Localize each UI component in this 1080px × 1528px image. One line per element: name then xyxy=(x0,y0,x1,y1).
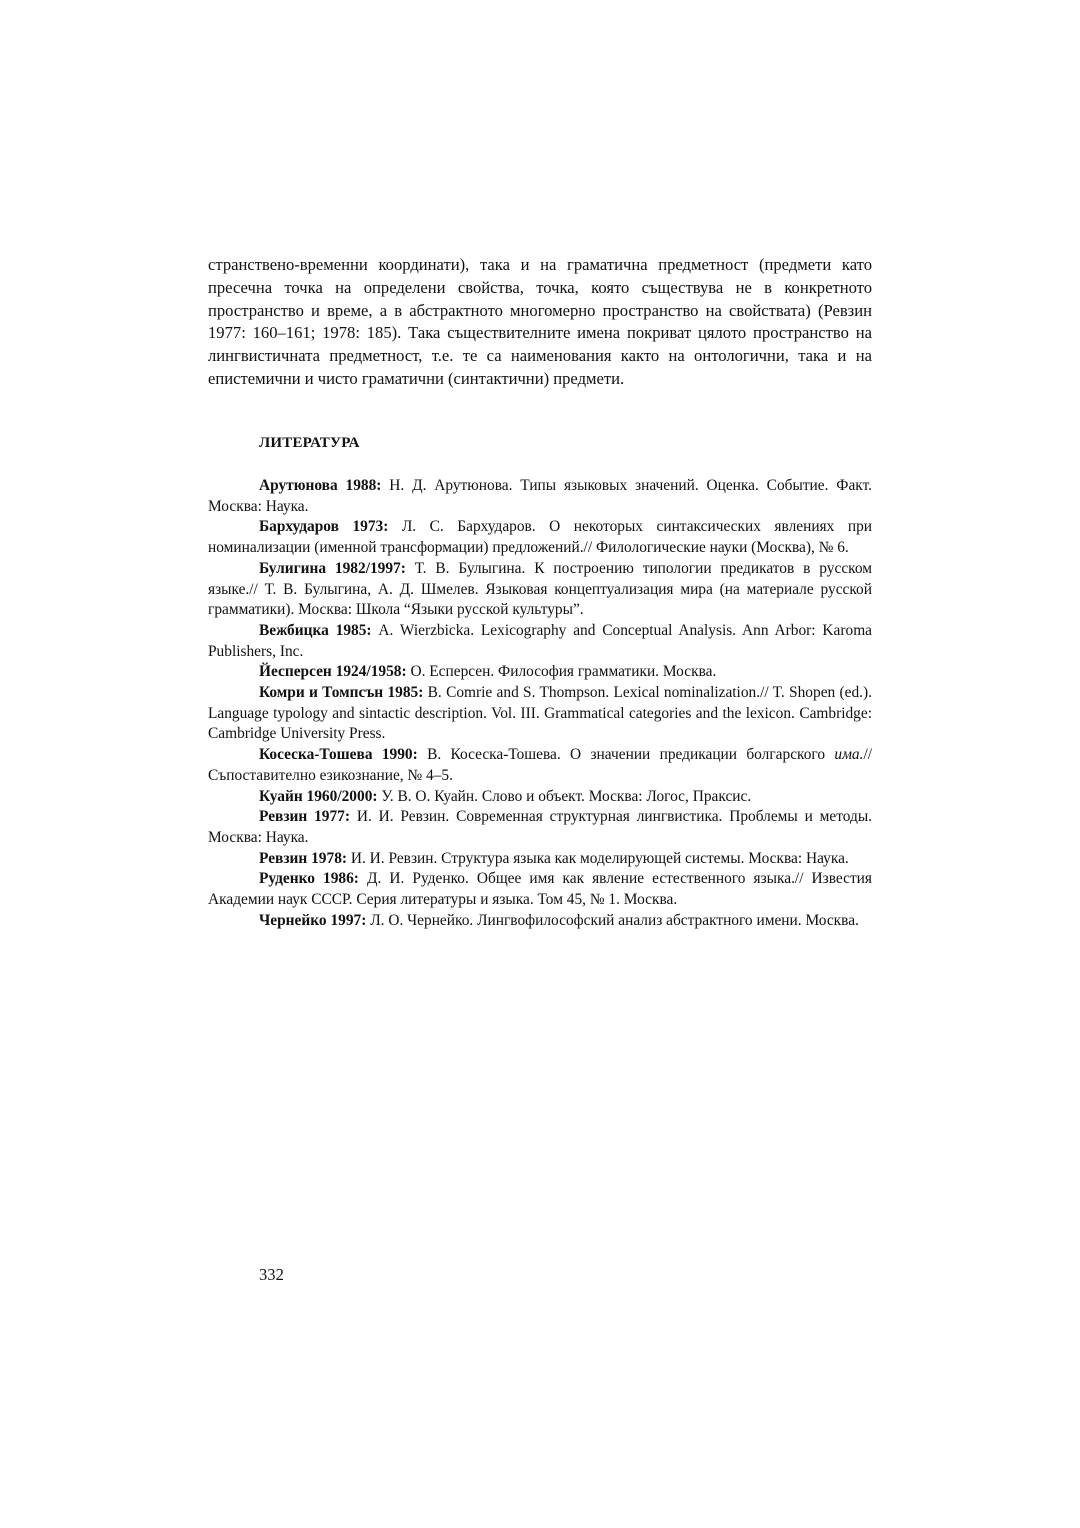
reference-text: И. И. Ревзин. Структура языка как моделирующей системы. Москва: Наука. xyxy=(347,849,849,867)
references-heading: ЛИТЕРАТУРА xyxy=(259,435,360,451)
reference-entry xyxy=(208,787,872,808)
reference-entry xyxy=(208,476,872,517)
reference-key: Ревзин 1978: xyxy=(259,849,348,867)
reference-entry xyxy=(208,807,872,848)
reference-text: О. Есперсен. Философия грамматики. Москва. xyxy=(406,663,717,681)
reference-entry xyxy=(208,621,872,662)
page-number: 332 xyxy=(259,1265,284,1284)
reference-entry xyxy=(208,662,872,683)
reference-text-continued: // Съпоставително езикознание, № 4–5. xyxy=(208,746,872,784)
reference-entry xyxy=(208,849,872,870)
reference-text: Т. В. Булыгина. К построению типологии предикатов в русском языке.// Т. В. Булыгина, А. Д. Шмелев. Языковая концептуализация мира (на материале русской грамматики). Москва: Школа “Языки русской культуры”. xyxy=(208,559,872,619)
reference-key: Руденко 1986: xyxy=(259,870,359,888)
reference-text: Н. Д. Арутюнова. Типы языковых значений. Оценка. Событие. Факт. Москва: Наука. xyxy=(208,477,872,515)
reference-key: Булигина 1982/1997: xyxy=(259,559,406,577)
reference-key: Косеска-Тошева 1990: xyxy=(259,746,418,764)
reference-key: Арутюнова 1988: xyxy=(259,477,382,494)
reference-entry xyxy=(208,869,872,910)
reference-entry xyxy=(208,559,872,621)
reference-text: Д. И. Руденко. Общее имя как явление естественного языка.// Известия Академии наук СССР. Серия литературы и языка. Том 45, № 1. Москва. xyxy=(208,870,872,909)
reference-key: Комри и Томпсън 1985: xyxy=(259,684,424,702)
reference-key: Йесперсен 1924/1958: xyxy=(259,663,407,681)
reference-text: Л. С. Бархударов. О некоторых синтаксических явлениях при номинализации (именной трансформации) предложений.// Филологические науки (Москва), № 6. xyxy=(208,518,873,557)
reference-entry xyxy=(208,911,872,932)
reference-italic-term: има. xyxy=(834,746,864,764)
reference-text: Л. О. Чернейко. Лингвофилософский анализ абстрактного имени. Москва. xyxy=(366,911,859,929)
reference-text: B. Comrie and S. Thompson. Lexical nominalization.// T. Shopen (ed.). Language typology and sintactic description. Vol. III. Grammatical categories and the lexicon. Cambridge: Cambridge University Press. xyxy=(208,684,872,743)
body-paragraph: странствено-временни координати), така и на граматична предметност (предмети като пресечна точка на определени свойства, точка, която съществува не в конкретното пространство и време, а в абстрактното многомерно пространство на свойствата) (Ревзин 1977: 160–161; 1978: 185). Така съществителните имена покриват цялото пространство на лингвистичната предметност, т.е. те са наименования както на онтологични, така и на епистемични и чисто граматични (синтактични) предмети. xyxy=(208,255,872,388)
reference-key: Чернейко 1997: xyxy=(259,911,367,929)
body-text xyxy=(208,254,872,391)
reference-text: У. В. О. Куайн. Слово и объект. Москва: Логос, Праксис. xyxy=(377,787,752,805)
reference-list xyxy=(208,476,872,931)
reference-entry xyxy=(208,745,872,786)
reference-key: Вежбицка 1985: xyxy=(259,621,372,639)
reference-text: В. Косеска-Тошева. О значении предикации болгарского xyxy=(417,746,835,764)
reference-key: Куайн 1960/2000: xyxy=(259,787,378,805)
reference-entry xyxy=(208,683,872,745)
reference-text: И. И. Ревзин. Современная структурная лингвистика. Проблемы и методы. Москва: Наука. xyxy=(208,808,873,846)
reference-key: Ревзин 1977: xyxy=(259,808,350,826)
reference-entry xyxy=(208,517,872,558)
reference-text: A. Wierzbicka. Lexicography and Conceptual Analysis. Ann Arbor: Karoma Publishers, Inc. xyxy=(208,621,872,660)
reference-key: Бархударов 1973: xyxy=(259,518,389,536)
